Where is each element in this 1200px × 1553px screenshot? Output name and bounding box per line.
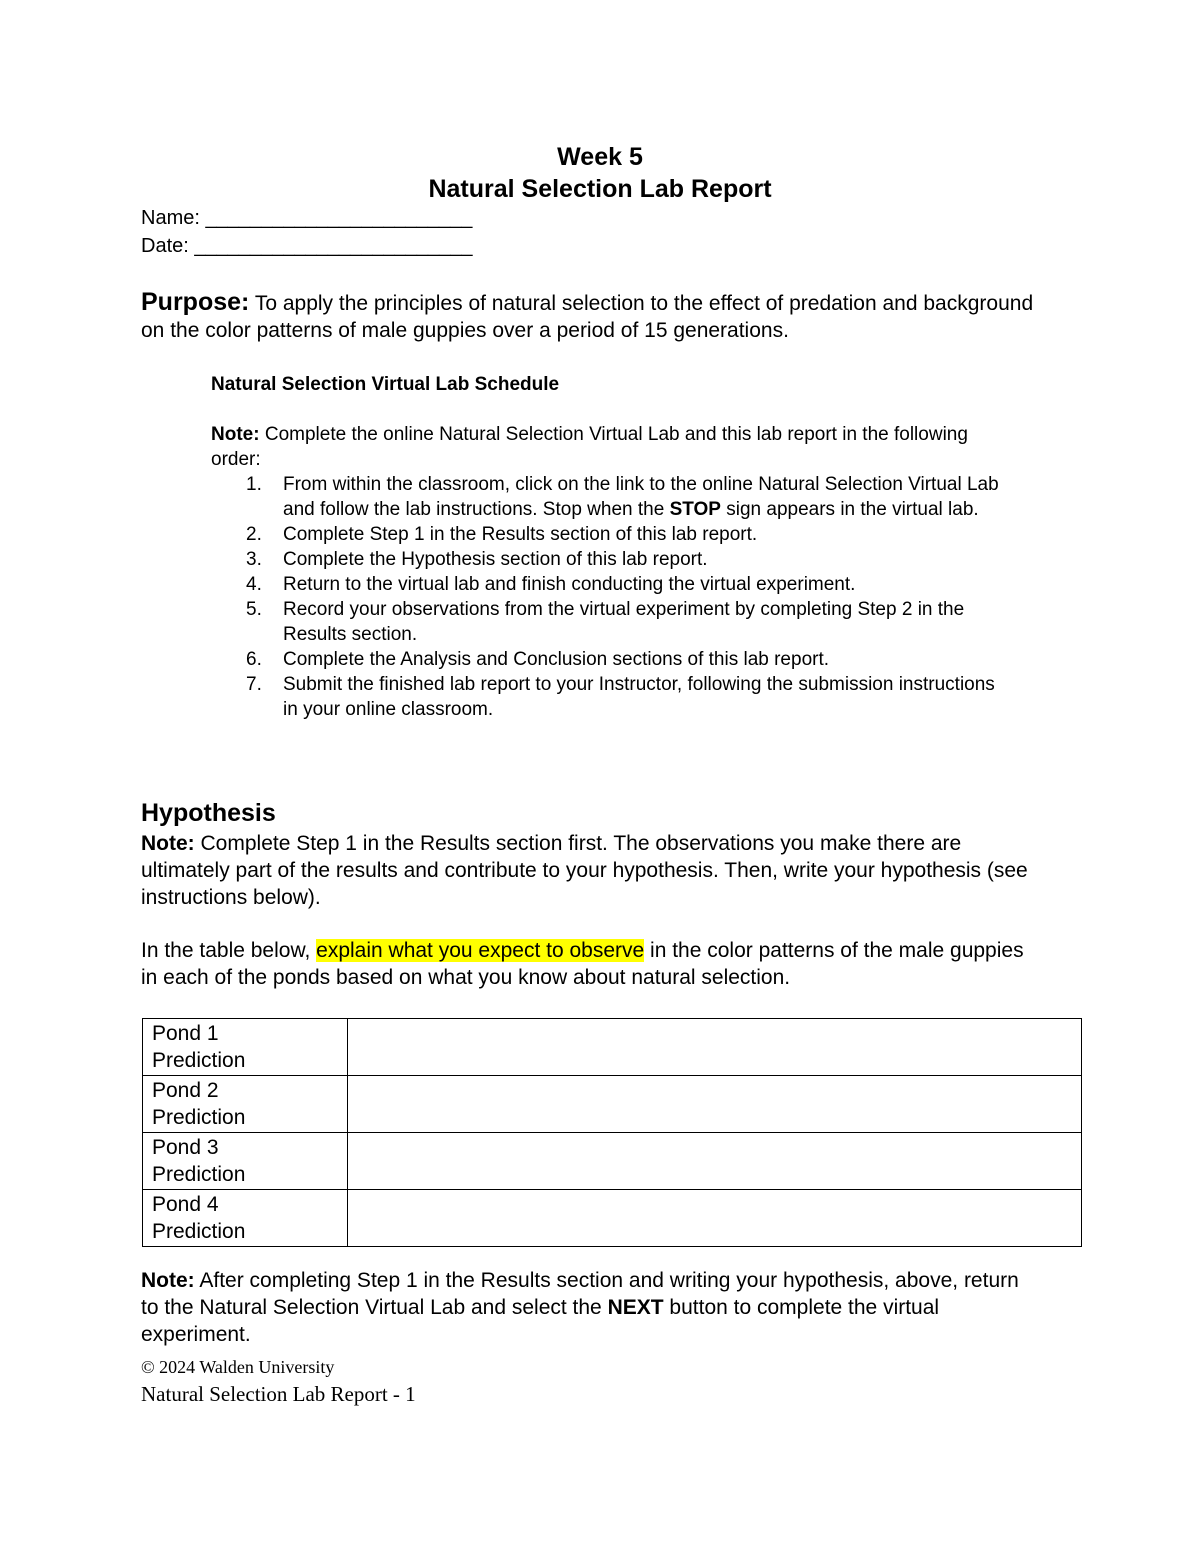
table-row (143, 1133, 1082, 1190)
prediction-cell[interactable] (348, 1076, 1082, 1133)
purpose-text: To apply the principles of natural selection to the effect of predation and background on the color patterns of male guppies over a period of 15 generations. (141, 292, 1034, 342)
hypothesis-instructions (141, 937, 1041, 991)
step-number: 6. (246, 649, 262, 670)
pond-label: Pond 2 (152, 1079, 219, 1102)
table-row (143, 1019, 1082, 1076)
schedule-note-text: Complete the online Natural Selection Virtual Lab and this lab report in the following order: (211, 424, 968, 470)
pond-label: Pond 4 (152, 1193, 219, 1216)
step-number: 7. (246, 674, 262, 695)
step-text: Complete the Hypothesis section of this lab report. (283, 549, 708, 570)
step-number: 1. (246, 474, 262, 495)
prediction-cell[interactable] (348, 1133, 1082, 1190)
name-blank: ________________________ (205, 207, 473, 229)
pond-label-cell (143, 1133, 348, 1190)
list-item (211, 472, 1001, 522)
table-row (143, 1076, 1082, 1133)
prediction-table (142, 1018, 1082, 1247)
step-text: sign appears in the virtual lab. (720, 499, 979, 520)
step-number: 3. (246, 549, 262, 570)
after-note (141, 1267, 1041, 1348)
page-title: Natural Selection Lab Report (428, 175, 772, 203)
prediction-label: Prediction (152, 1106, 246, 1129)
prediction-cell[interactable] (348, 1190, 1082, 1247)
prediction-cell[interactable] (348, 1019, 1082, 1076)
step-text: Submit the finished lab report to your Instructor, following the submission instructions in your online classroom. (283, 674, 995, 720)
schedule-note (211, 422, 1001, 472)
name-label: Name: (141, 207, 200, 229)
hypothesis-note-label: Note: (141, 832, 195, 855)
list-item (211, 672, 1001, 722)
after-note-label: Note: (141, 1269, 195, 1292)
page-footer-label: Natural Selection Lab Report - 1 (141, 1382, 416, 1406)
list-item (211, 522, 1001, 547)
pond-label-cell (143, 1190, 348, 1247)
name-field (141, 205, 472, 231)
list-item (211, 572, 1001, 597)
instructions-text: in the color patterns of the male guppies in each of the ponds based on what you know about natural selection. (141, 939, 1024, 989)
week-heading: Week 5 (557, 143, 643, 171)
prediction-label: Prediction (152, 1163, 246, 1186)
purpose-paragraph (141, 289, 1041, 344)
list-item (211, 597, 1001, 647)
pond-label: Pond 1 (152, 1022, 219, 1045)
highlighted-text: explain what you expect to observe (316, 939, 645, 962)
after-note-text: After completing Step 1 in the Results section and writing your hypothesis, above, return to the Natural Selection Virtual Lab and select the (141, 1269, 1019, 1319)
step-text: Record your observations from the virtual experiment by completing Step 2 in the Results section. (283, 599, 965, 645)
date-blank: _________________________ (194, 235, 473, 257)
step-number: 5. (246, 599, 262, 620)
after-note-text: button to complete the virtual experiment. (141, 1296, 940, 1346)
date-label: Date: (141, 235, 189, 257)
prediction-label: Prediction (152, 1220, 246, 1243)
step-text: Complete Step 1 in the Results section of this lab report. (283, 524, 758, 545)
table-row (143, 1190, 1082, 1247)
step-text: Complete the Analysis and Conclusion sections of this lab report. (283, 649, 830, 670)
hypothesis-note (141, 830, 1041, 911)
hypothesis-note-text: Complete Step 1 in the Results section first. The observations you make there are ultimately part of the results and contribute to your hypothesis. Then, write your hypothesis (see instructions below). (141, 832, 1028, 909)
copyright: © 2024 Walden University (141, 1357, 335, 1377)
step-text: From within the classroom, click on the link to the online Natural Selection Virtual Lab and follow the lab instructions. Stop when the (283, 474, 999, 520)
step-number: 4. (246, 574, 262, 595)
prediction-label: Prediction (152, 1049, 246, 1072)
schedule-title: Natural Selection Virtual Lab Schedule (211, 374, 560, 395)
purpose-heading: Purpose: (141, 288, 250, 316)
schedule-note-label: Note: (211, 424, 260, 445)
instructions-text: In the table below, (141, 939, 317, 962)
step-text: Return to the virtual lab and finish conducting the virtual experiment. (283, 574, 856, 595)
step-bold: STOP (669, 499, 721, 520)
pond-label-cell (143, 1076, 348, 1133)
list-item (211, 647, 1001, 672)
pond-label-cell (143, 1019, 348, 1076)
schedule-steps (211, 472, 1001, 722)
hypothesis-heading: Hypothesis (141, 799, 276, 827)
date-field (141, 233, 472, 259)
next-bold: NEXT (607, 1296, 664, 1319)
list-item (211, 547, 1001, 572)
pond-label: Pond 3 (152, 1136, 219, 1159)
step-number: 2. (246, 524, 262, 545)
